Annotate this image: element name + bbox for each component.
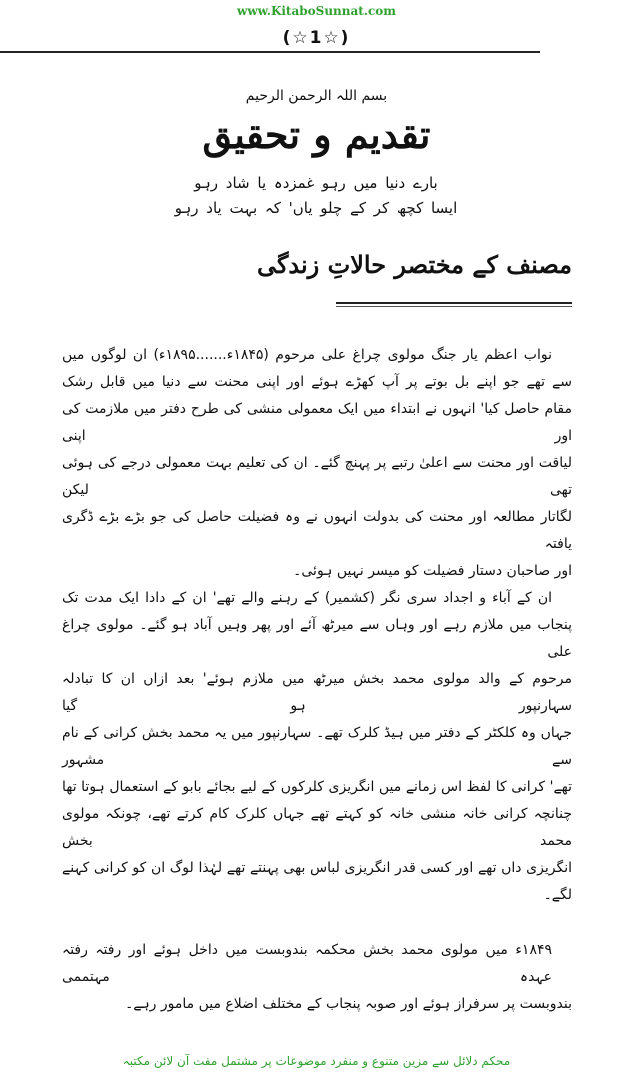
- text-line: نواب اعظم یار جنگ مولوی چراغ علی مرحوم (۱۸۴۵ء.......۱۸۹۵ء) ان لوگوں میں: [62, 347, 552, 363]
- text-line: تھے' کرانی کا لفظ اس زمانے میں انگریزی کلرکوں کے لیے بجائے بابو کے استعمال ہوتا تھا: [62, 779, 572, 795]
- text-line: مرحوم کے والد مولوی محمد بخش میرٹھ میں ملازم ہوئے' بعد ازاں ان کا تبادلہ سہارنپور ہو گیا: [62, 671, 572, 714]
- text-line: جہاں وہ کلکٹر کے دفتر میں ہیڈ کلرک تھے۔ سہارنپور میں یہ محمد بخش کرانی کے نام سے مشہور: [62, 725, 572, 768]
- page-title: تقدیم و تحقیق: [202, 112, 431, 157]
- text-line: لیاقت اور محنت سے اعلیٰ رتبے پر پہنچ گئے۔ ان کی تعلیم بہت معمولی درجے کی ہوئی تھی لیکن: [62, 455, 572, 498]
- page-number: (☆1☆): [282, 28, 351, 48]
- text-line: ۱۸۴۹ء میں مولوی محمد بخش محکمہ بندوبست میں داخل ہوئے اور رفتہ رفتہ عہدہ مہتممی: [62, 942, 552, 985]
- text-line: سے تھے جو اپنے بل بوتے پر آپ کھڑے ہوئے اور اپنی محنت سے دنیا میں قابل رشک: [62, 374, 572, 390]
- text-line: اور صاحبان دستار فضیلت کو میسر نہیں ہوئی۔: [293, 563, 572, 579]
- section-heading: مصنف کے مختصر حالاتِ زندگی: [256, 250, 572, 279]
- text-line: چنانچہ کرانی خانہ منشی خانہ کو کہتے تھے جہاں کلرک کام کرتے تھے، چونکہ مولوی محمد بخش: [62, 806, 572, 849]
- text-line: پنجاب میں ملازم رہے اور وہاں سے میرٹھ آئے اور پھر وہیں آباد ہو گئے۔ مولوی چراغ علی: [62, 617, 572, 660]
- paragraph-2: [62, 585, 572, 909]
- couplet-line-2: ایسا کچھ کر کے چلو یاں' کہ بہت یاد رہو: [174, 199, 458, 217]
- heading-underline: [336, 306, 572, 307]
- text-line: ان کے آباء و اجداد سری نگر (کشمیر) کے رہنے والے تھے' ان کے دادا ایک مدت تک: [62, 590, 552, 606]
- text-line: مقام حاصل کیا' انہوں نے ابتداء میں ایک معمولی منشی کی طرح دفتر میں ملازمت کی اور اپنی: [62, 401, 572, 444]
- couplet-line-1: بارے دنیا میں رہو غمزدہ یا شاد رہو: [194, 174, 438, 192]
- text-line: بندوبست پر سرفراز ہوئے اور صوبہ پنجاب کے مختلف اضلاع میں مامور رہے۔: [125, 996, 572, 1012]
- text-line: لگاتار مطالعہ اور محنت کی بدولت انہوں نے وہ فضیلت حاصل کی جو بڑے بڑے ڈگری یافتہ: [62, 509, 572, 552]
- footer-tagline: محکم دلائل سے مزین متنوع و منفرد موضوعات پر مشتمل مفت آن لائن مکتبہ: [122, 1054, 511, 1068]
- website-link[interactable]: www.KitaboSunnat.com: [236, 4, 396, 18]
- bismillah: بسم اللہ الرحمن الرحیم: [245, 88, 388, 104]
- text-line: انگریزی داں تھے اور کسی قدر انگریزی لباس بھی پہنتے تھے لہٰذا لوگ ان کو کرانی کہنے لگے۔: [62, 860, 572, 903]
- header-rule: [0, 51, 540, 53]
- heading-underline: [336, 302, 572, 304]
- paragraph-1: [62, 342, 572, 585]
- paragraph-3: [62, 937, 572, 1018]
